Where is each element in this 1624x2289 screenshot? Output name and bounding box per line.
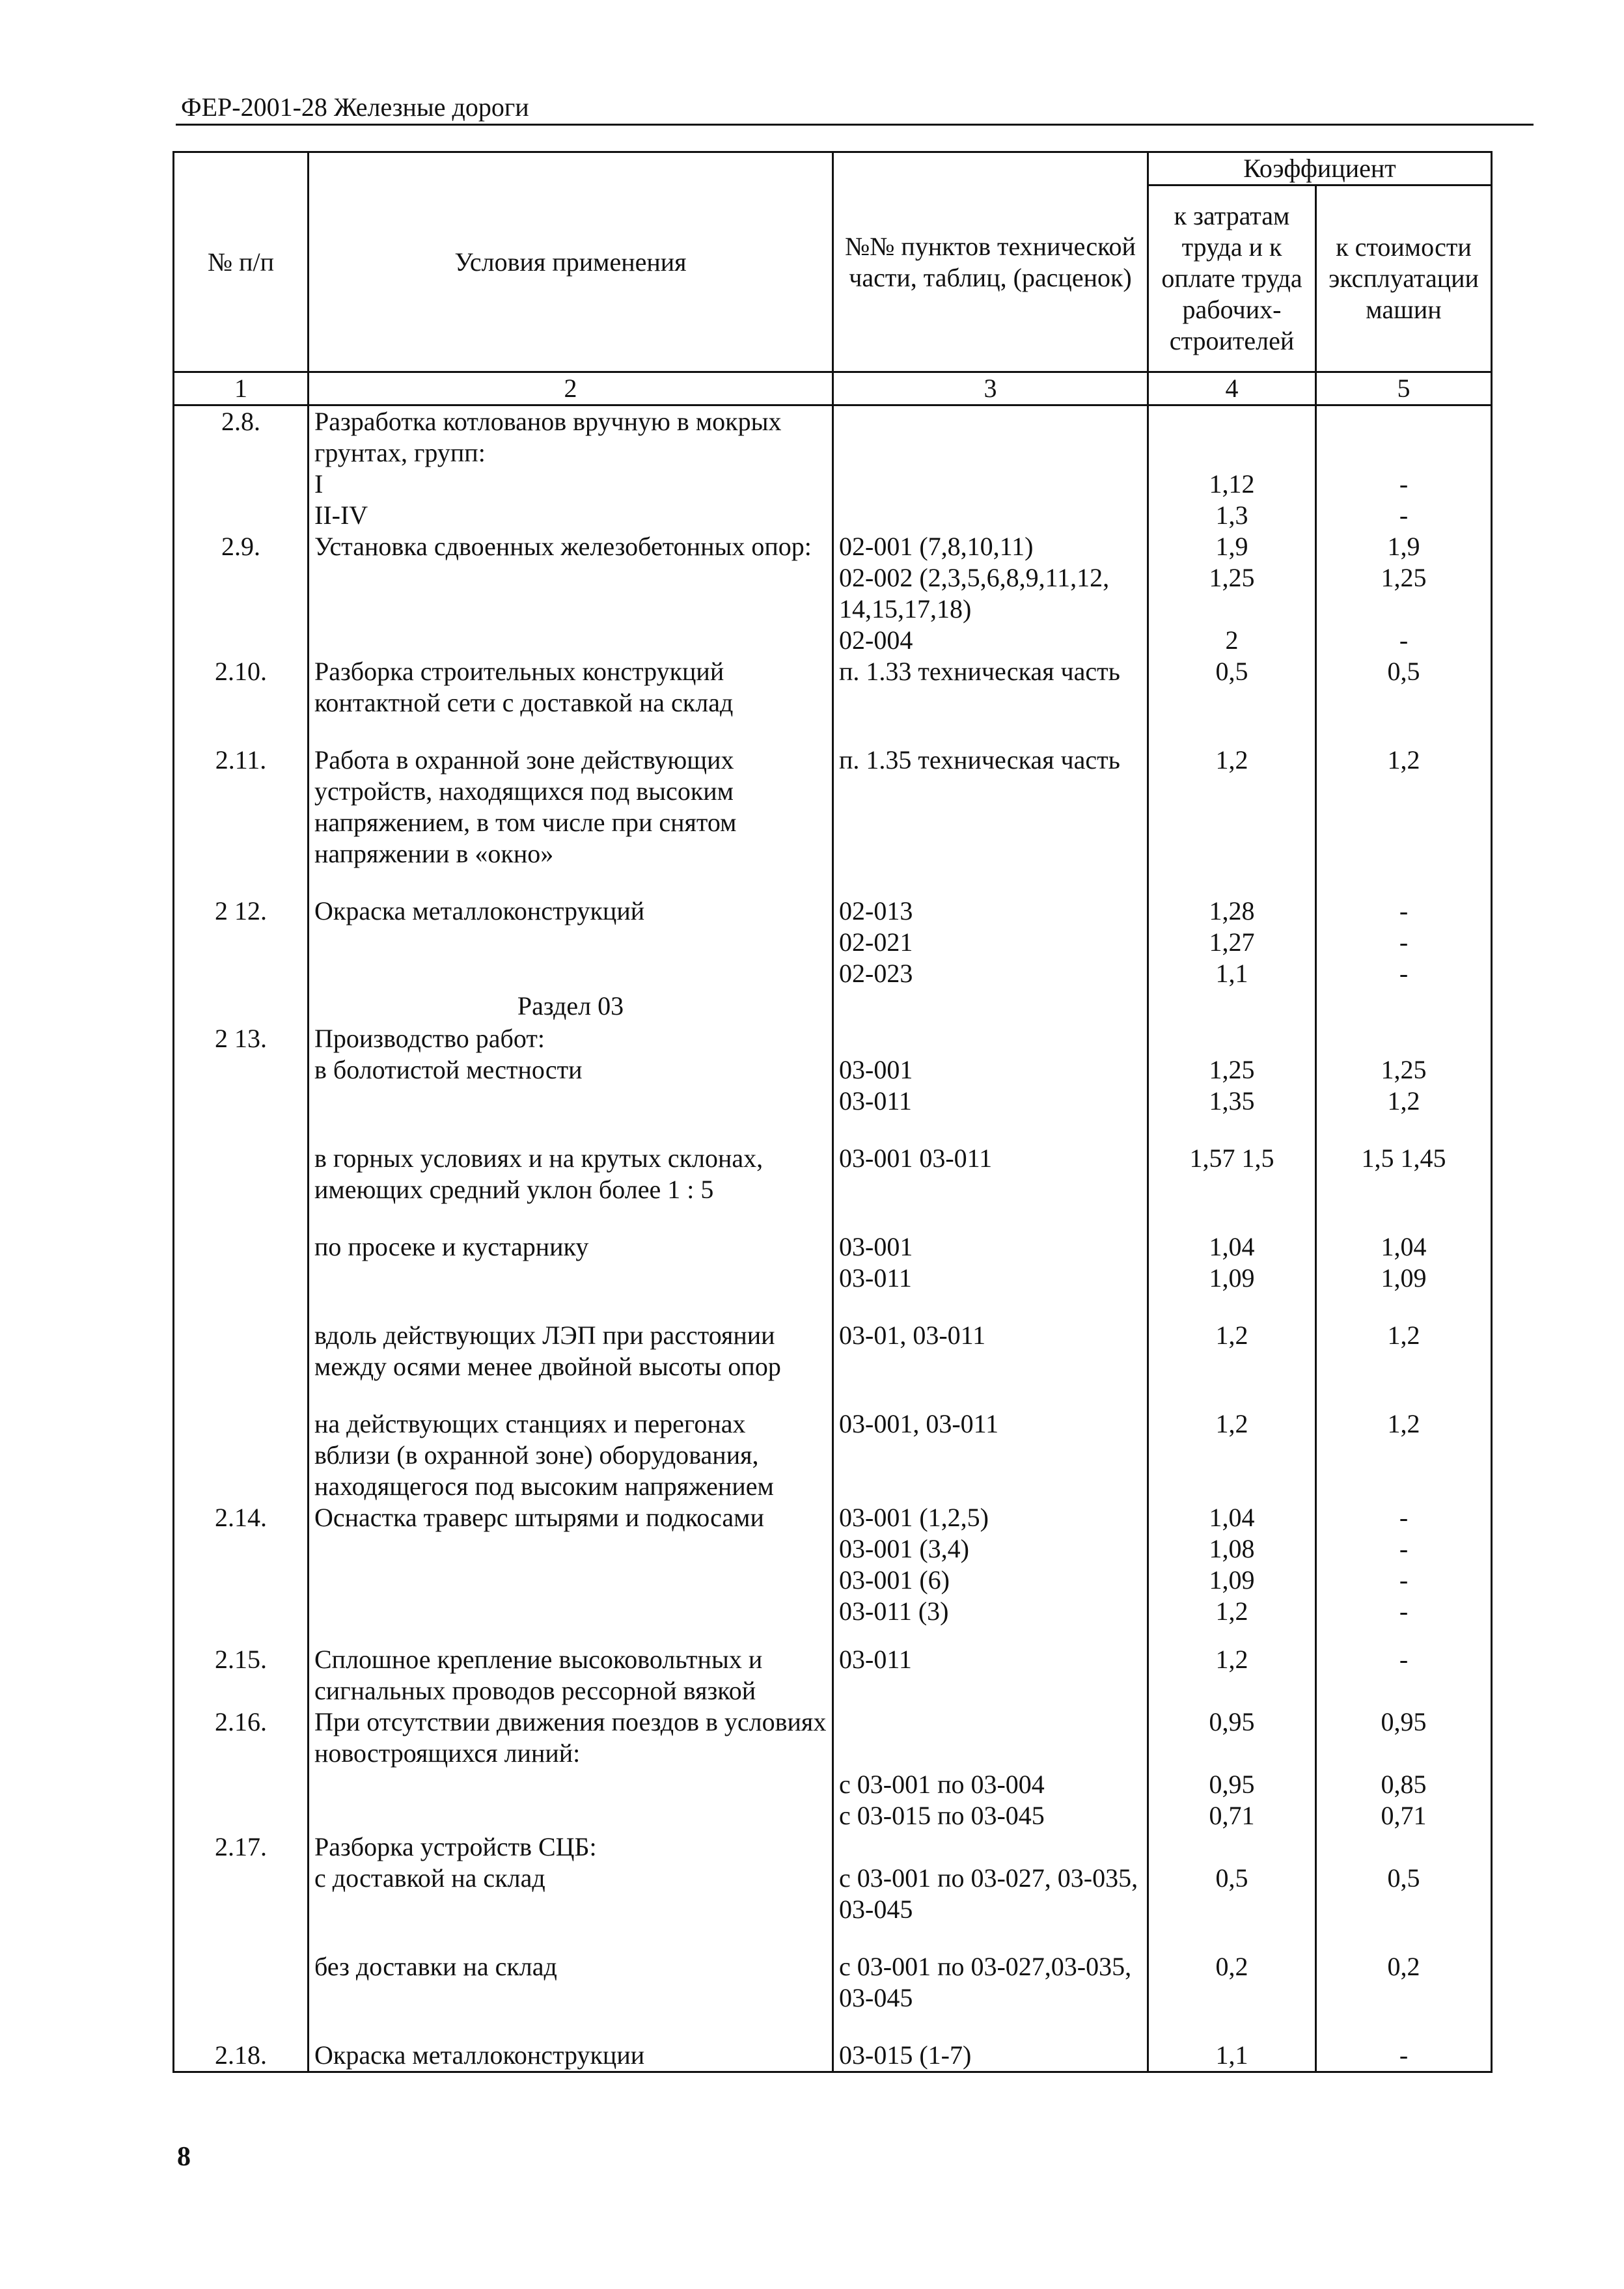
table-row [174, 656, 1492, 719]
row-labor-coef: 2 [1148, 625, 1316, 656]
row-points: 03-001 (3,4) [833, 1533, 1148, 1565]
row-labor-coef: 1,3 [1148, 500, 1316, 531]
row-labor-coef: 1,2 [1148, 1596, 1316, 1627]
document-header: ФЕР-2001-28 Железные дороги [181, 92, 529, 122]
head-coefficient: Коэффициент [1148, 152, 1492, 185]
row-machine-coef [1316, 405, 1492, 469]
row-points: 03-001 [833, 1231, 1148, 1263]
table-row [174, 1706, 1492, 1769]
row-num [174, 989, 309, 1023]
table-row [174, 625, 1492, 656]
row-num [174, 1769, 309, 1800]
row-labor-coef: 1,2 [1148, 1320, 1316, 1382]
row-points: 02-021 [833, 927, 1148, 958]
table-row [174, 405, 1492, 469]
table-row [174, 1320, 1492, 1382]
row-machine-coef [1316, 1023, 1492, 1054]
row-points [833, 405, 1148, 469]
row-num: 2.11. [174, 745, 309, 870]
row-conditions: Разборка строительных конструкций контактной сети с доставкой на склад [309, 656, 833, 719]
row-machine-coef: 1,25 [1316, 562, 1492, 625]
section-title: Раздел 03 [309, 989, 833, 1023]
row-machine-coef: 0,85 [1316, 1769, 1492, 1800]
row-conditions: Установка сдвоенных железобетонных опор: [309, 531, 833, 562]
row-num: 2 13. [174, 1023, 309, 1054]
row-labor-coef: 1,9 [1148, 531, 1316, 562]
table-row [174, 531, 1492, 562]
row-labor-coef [1148, 1023, 1316, 1054]
row-conditions: в горных условиях и на крутых склонах, имеющих средний уклон более 1 : 5 [309, 1143, 833, 1205]
row-conditions: Производство работ: [309, 1023, 833, 1054]
row-conditions: вдоль действующих ЛЭП при расстоянии между осями менее двойной высоты опор [309, 1320, 833, 1382]
row-conditions: Окраска металлоконструкции [309, 2040, 833, 2072]
row-num [174, 1143, 309, 1205]
row-labor-coef: 1,2 [1148, 745, 1316, 870]
row-num [174, 562, 309, 625]
row-points: 03-015 (1-7) [833, 2040, 1148, 2072]
row-num [174, 1086, 309, 1117]
table-row [174, 500, 1492, 531]
head-conditions: Условия применения [309, 152, 833, 372]
row-points: 03-001 03-011 [833, 1143, 1148, 1205]
row-points [833, 1706, 1148, 1769]
table-row [174, 1644, 1492, 1706]
row-points: 02-023 [833, 958, 1148, 989]
row-num: 2.16. [174, 1706, 309, 1769]
table-row [174, 1831, 1492, 1863]
row-points: 03-01, 03-011 [833, 1320, 1148, 1382]
table-row [174, 1769, 1492, 1800]
row-conditions [309, 927, 833, 958]
row-conditions: I [309, 469, 833, 500]
row-conditions: При отсутствии движения поездов в условиях новостроящихся линий: [309, 1706, 833, 1769]
row-machine-coef: 1,2 [1316, 1320, 1492, 1382]
row-points: с 03-001 по 03-004 [833, 1769, 1148, 1800]
row-conditions [309, 958, 833, 989]
row-points: 02-004 [833, 625, 1148, 656]
row-machine-coef [1316, 989, 1492, 1023]
row-conditions: в болотистой местности [309, 1054, 833, 1086]
table-row [174, 896, 1492, 927]
table-row [174, 1565, 1492, 1596]
row-labor-coef: 1,28 [1148, 896, 1316, 927]
row-points: 02-013 [833, 896, 1148, 927]
head-machines: к стоимости эксплуатации машин [1316, 185, 1492, 372]
row-machine-coef: 0,5 [1316, 1863, 1492, 1925]
table-row [174, 1533, 1492, 1565]
row-num [174, 1863, 309, 1925]
row-num [174, 1408, 309, 1502]
row-num: 2.9. [174, 531, 309, 562]
row-points: 03-001 (1,2,5) [833, 1502, 1148, 1533]
row-num [174, 1054, 309, 1086]
row-machine-coef: 1,25 [1316, 1054, 1492, 1086]
row-machine-coef: 1,09 [1316, 1263, 1492, 1294]
row-points: 03-011 [833, 1644, 1148, 1706]
row-labor-coef: 0,2 [1148, 1951, 1316, 2014]
row-labor-coef: 0,71 [1148, 1800, 1316, 1831]
table-row [174, 1086, 1492, 1117]
row-labor-coef: 1,12 [1148, 469, 1316, 500]
row-machine-coef: 1,2 [1316, 1408, 1492, 1502]
row-conditions: без доставки на склад [309, 1951, 833, 2014]
row-machine-coef: 1,2 [1316, 745, 1492, 870]
row-points: 03-001 (6) [833, 1565, 1148, 1596]
row-labor-coef [1148, 989, 1316, 1023]
row-num: 2.15. [174, 1644, 309, 1706]
row-machine-coef: - [1316, 896, 1492, 927]
row-machine-coef: - [1316, 1596, 1492, 1627]
row-conditions: Оснастка траверс штырями и подкосами [309, 1502, 833, 1533]
row-num [174, 500, 309, 531]
header-rule [176, 124, 1534, 126]
row-machine-coef: 1,2 [1316, 1086, 1492, 1117]
table-row [174, 2040, 1492, 2072]
row-labor-coef: 1,27 [1148, 927, 1316, 958]
row-labor-coef [1148, 405, 1316, 469]
table-row [174, 1408, 1492, 1502]
row-machine-coef: - [1316, 625, 1492, 656]
row-num [174, 1565, 309, 1596]
col-number-2: 2 [309, 372, 833, 405]
row-points: с 03-001 по 03-027, 03-035, 03-045 [833, 1863, 1148, 1925]
row-points [833, 500, 1148, 531]
row-conditions [309, 1086, 833, 1117]
row-num [174, 1263, 309, 1294]
row-points: 03-011 [833, 1086, 1148, 1117]
table-row [174, 469, 1492, 500]
row-machine-coef: 1,04 [1316, 1231, 1492, 1263]
row-machine-coef: 0,5 [1316, 656, 1492, 719]
row-conditions [309, 625, 833, 656]
row-machine-coef: 1,9 [1316, 531, 1492, 562]
table-row [174, 1054, 1492, 1086]
row-machine-coef: - [1316, 2040, 1492, 2072]
row-conditions: Разработка котлованов вручную в мокрых грунтах, групп: [309, 405, 833, 469]
row-num: 2.17. [174, 1831, 309, 1863]
table-row [174, 1023, 1492, 1054]
head-num: № п/п [174, 152, 309, 372]
row-num: 2.18. [174, 2040, 309, 2072]
table-row [174, 1502, 1492, 1533]
row-conditions: на действующих станциях и перегонах вблизи (в охранной зоне) оборудования, находящегося под высоким напряжением [309, 1408, 833, 1502]
table-row [174, 1596, 1492, 1627]
row-labor-coef: 1,35 [1148, 1086, 1316, 1117]
row-conditions [309, 1596, 833, 1627]
row-num: 2.10. [174, 656, 309, 719]
head-labor: к затратам труда и к оплате труда рабочих-строителей [1148, 185, 1316, 372]
row-num [174, 1231, 309, 1263]
row-points: п. 1.33 техническая часть [833, 656, 1148, 719]
row-labor-coef: 1,2 [1148, 1408, 1316, 1502]
row-machine-coef: - [1316, 958, 1492, 989]
row-conditions [309, 1533, 833, 1565]
row-machine-coef: - [1316, 1644, 1492, 1706]
col-number-1: 1 [174, 372, 309, 405]
row-labor-coef: 1,2 [1148, 1644, 1316, 1706]
row-points: 03-011 (3) [833, 1596, 1148, 1627]
row-conditions [309, 1565, 833, 1596]
row-num [174, 1596, 309, 1627]
row-num [174, 1800, 309, 1831]
head-points: №№ пунктов технической части, таблиц, (расценок) [833, 152, 1148, 372]
row-machine-coef: - [1316, 1565, 1492, 1596]
row-conditions [309, 1263, 833, 1294]
coefficients-table [172, 151, 1493, 2073]
row-conditions [309, 1800, 833, 1831]
row-machine-coef: - [1316, 1502, 1492, 1533]
row-labor-coef: 1,08 [1148, 1533, 1316, 1565]
row-conditions: II-IV [309, 500, 833, 531]
row-labor-coef: 1,09 [1148, 1263, 1316, 1294]
row-labor-coef: 1,1 [1148, 958, 1316, 989]
row-num: 2.8. [174, 405, 309, 469]
row-conditions: Разборка устройств СЦБ: [309, 1831, 833, 1863]
table-row [174, 1143, 1492, 1205]
table-row [174, 562, 1492, 625]
row-conditions [309, 562, 833, 625]
table-row [174, 1231, 1492, 1263]
table-row [174, 1951, 1492, 2014]
row-conditions: с доставкой на склад [309, 1863, 833, 1925]
row-machine-coef: - [1316, 927, 1492, 958]
row-points: с 03-015 по 03-045 [833, 1800, 1148, 1831]
col-number-4: 4 [1148, 372, 1316, 405]
row-num [174, 1951, 309, 2014]
row-labor-coef: 1,57 1,5 [1148, 1143, 1316, 1205]
row-labor-coef: 1,1 [1148, 2040, 1316, 2072]
row-points: 02-002 (2,3,5,6,8,9,11,12, 14,15,17,18) [833, 562, 1148, 625]
row-labor-coef: 1,09 [1148, 1565, 1316, 1596]
row-machine-coef: - [1316, 469, 1492, 500]
row-labor-coef: 0,95 [1148, 1769, 1316, 1800]
row-machine-coef: - [1316, 1533, 1492, 1565]
row-labor-coef: 1,25 [1148, 562, 1316, 625]
row-conditions: Сплошное крепление высоковольтных и сигнальных проводов рессорной вязкой [309, 1644, 833, 1706]
table-row [174, 958, 1492, 989]
row-num [174, 958, 309, 989]
row-labor-coef: 1,04 [1148, 1231, 1316, 1263]
table-row [174, 1863, 1492, 1925]
row-labor-coef [1148, 1831, 1316, 1863]
row-machine-coef: - [1316, 500, 1492, 531]
row-machine-coef: 0,71 [1316, 1800, 1492, 1831]
col-number-5: 5 [1316, 372, 1492, 405]
row-points: с 03-001 по 03-027,03-035, 03-045 [833, 1951, 1148, 2014]
row-machine-coef: 0,2 [1316, 1951, 1492, 2014]
col-number-3: 3 [833, 372, 1148, 405]
row-labor-coef: 1,25 [1148, 1054, 1316, 1086]
row-labor-coef: 0,5 [1148, 1863, 1316, 1925]
table-row [174, 1263, 1492, 1294]
row-conditions: Работа в охранной зоне действующих устройств, находящихся под высоким напряжением, в том числе при снятом напряжении в «окно» [309, 745, 833, 870]
row-conditions: Окраска металлоконструкций [309, 896, 833, 927]
row-machine-coef: 0,95 [1316, 1706, 1492, 1769]
row-labor-coef: 1,04 [1148, 1502, 1316, 1533]
row-num: 2.14. [174, 1502, 309, 1533]
row-num [174, 1533, 309, 1565]
row-machine-coef: 1,5 1,45 [1316, 1143, 1492, 1205]
row-conditions: по просеке и кустарнику [309, 1231, 833, 1263]
row-num [174, 469, 309, 500]
row-conditions [309, 1769, 833, 1800]
page-number: 8 [177, 2142, 191, 2172]
section-row [174, 989, 1492, 1023]
row-points: п. 1.35 техническая часть [833, 745, 1148, 870]
row-points: 03-001, 03-011 [833, 1408, 1148, 1502]
row-points: 03-011 [833, 1263, 1148, 1294]
row-points [833, 989, 1148, 1023]
row-points: 02-001 (7,8,10,11) [833, 531, 1148, 562]
row-num: 2 12. [174, 896, 309, 927]
row-labor-coef: 0,5 [1148, 656, 1316, 719]
row-points [833, 469, 1148, 500]
row-num [174, 1320, 309, 1382]
row-points [833, 1831, 1148, 1863]
row-points [833, 1023, 1148, 1054]
table-row [174, 745, 1492, 870]
table-row [174, 1800, 1492, 1831]
row-machine-coef [1316, 1831, 1492, 1863]
row-labor-coef: 0,95 [1148, 1706, 1316, 1769]
row-num [174, 625, 309, 656]
row-num [174, 927, 309, 958]
coefficients-table-wrapper [172, 151, 1491, 2073]
table-row [174, 927, 1492, 958]
row-points: 03-001 [833, 1054, 1148, 1086]
